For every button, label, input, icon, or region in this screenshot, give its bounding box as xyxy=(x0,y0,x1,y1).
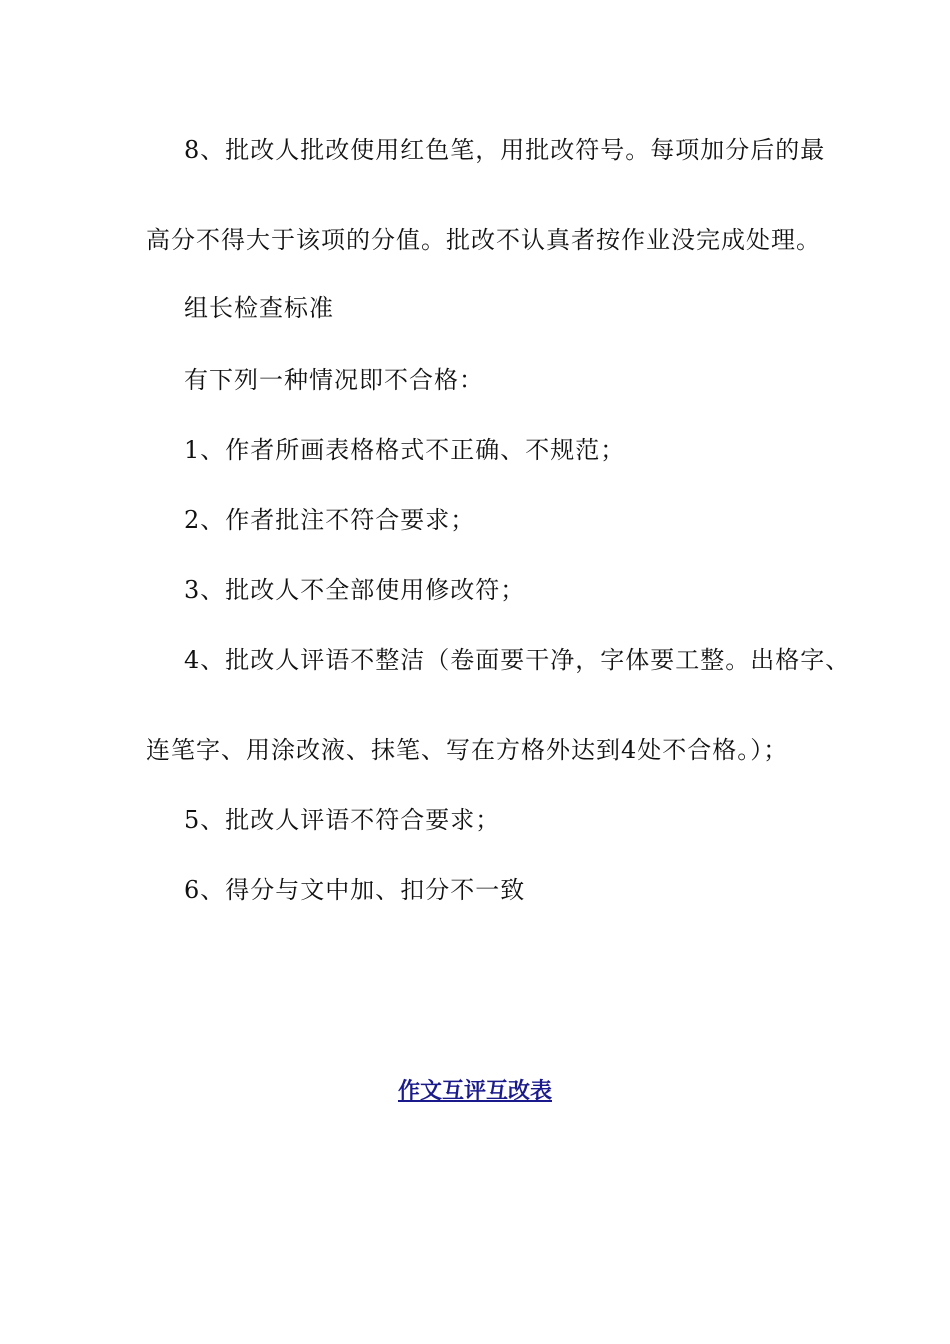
list-item-3: 3、批改人不全部使用修改符； xyxy=(184,576,526,604)
essay-peer-review-table-link[interactable]: 作文互评互改表 xyxy=(397,1078,552,1104)
list-item-5: 5、批改人评语不符合要求； xyxy=(184,806,501,834)
list-item-4: 4、批改人评语不整洁（卷面要干净，字体要工整。出格字、 xyxy=(184,646,851,674)
list-item-2: 2、作者批注不符合要求； xyxy=(184,506,476,534)
paragraph-rule-8: 8、批改人批改使用红色笔，用批改符号。每项加分后的最 xyxy=(184,136,826,164)
paragraph-fail-conditions-intro: 有下列一种情况即不合格： xyxy=(184,366,484,394)
list-item-4-continued: 连笔字、用涂改液、抹笔、写在方格外达到4处不合格。）； xyxy=(146,736,789,764)
list-item-1: 1、作者所画表格格式不正确、不规范； xyxy=(184,436,626,464)
section-heading-group-leader-standard: 组长检查标准 xyxy=(184,294,334,322)
paragraph-rule-8-continued: 高分不得大于该项的分值。批改不认真者按作业没完成处理。 xyxy=(146,226,821,254)
list-item-6: 6、得分与文中加、扣分不一致 xyxy=(184,876,526,904)
